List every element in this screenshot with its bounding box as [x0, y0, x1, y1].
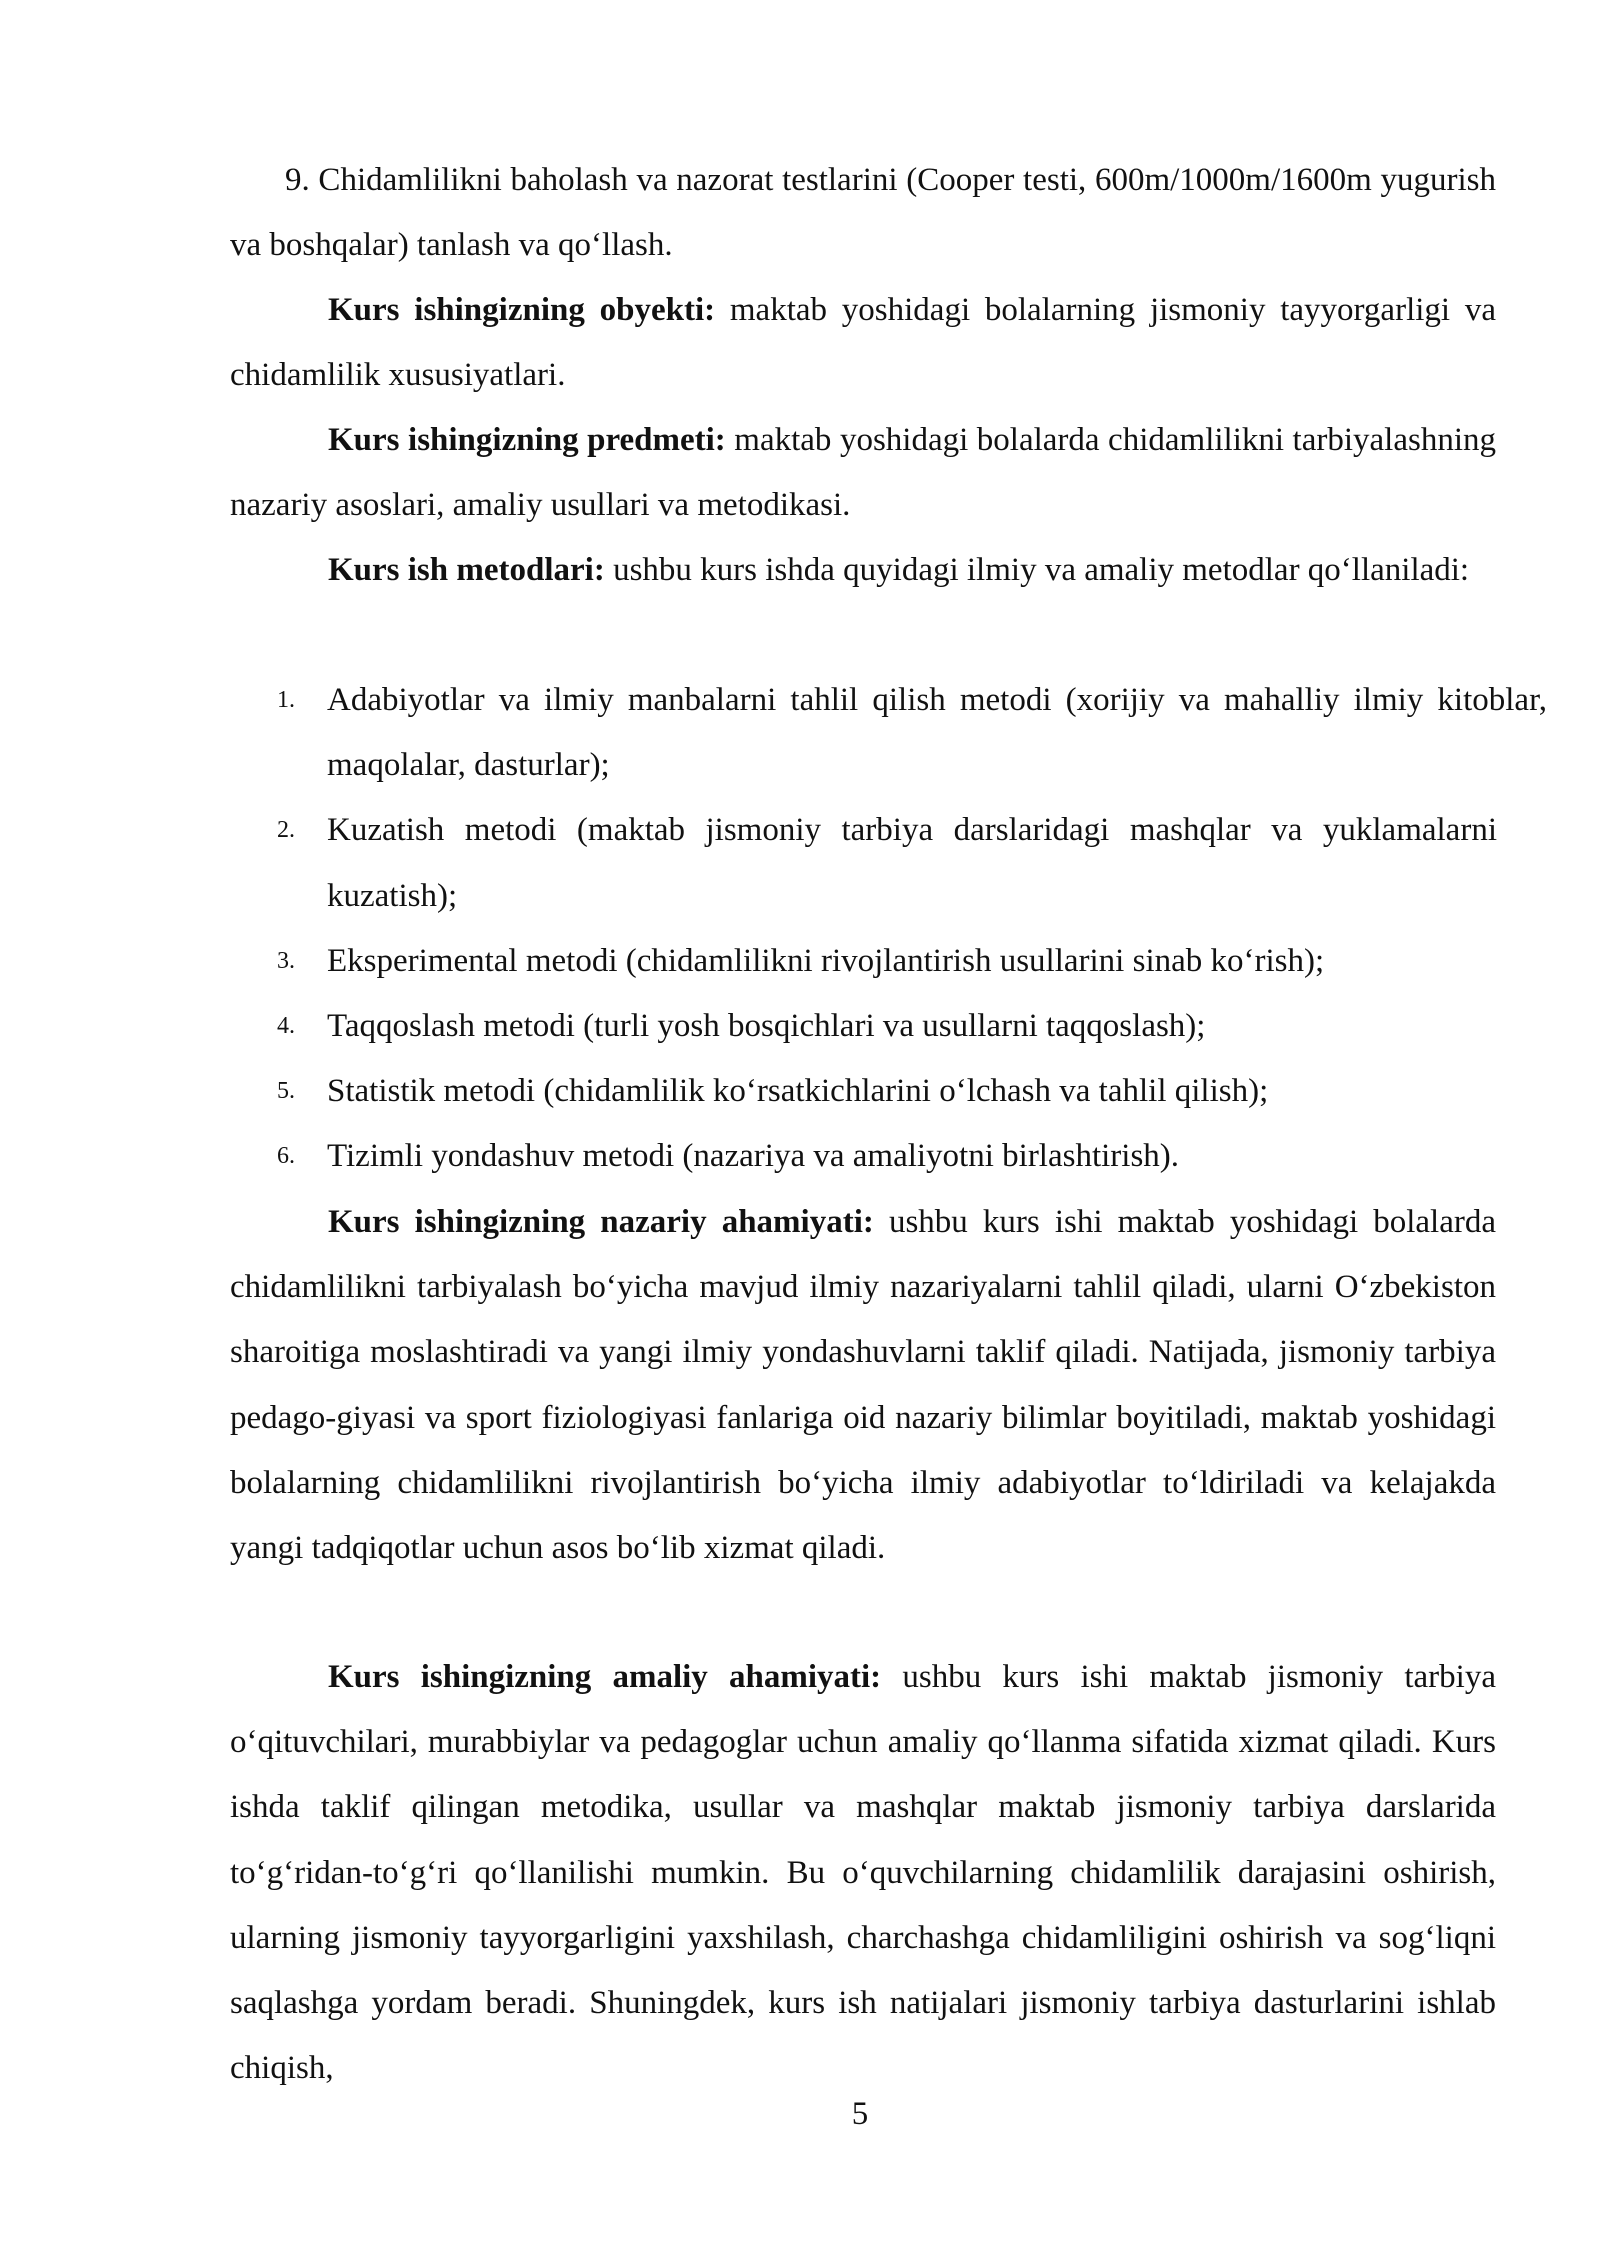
list-number: 2. — [277, 817, 295, 844]
theoretical-text: ushbu kurs ishi maktab yoshidagi bolalarda chidamlilikni tarbiyalash bo‘yicha mavjud ilmiy nazariyalarni tahlil qiladi, ularni O‘zbekiston sharoitiga moslashtiradi va yangi ilmiy yondashuvlarni taklif qiladi. Natijada, jismoniy tarbiya pedago-giyasi va sport fiziologiyasi fanlariga oid nazariy bilimlar boyitiladi, maktab yoshidagi bolalarning chidamlilikni rivojlantirish bo‘yicha ilmiy adabiyotlar to‘ldiriladi va kelajakda yangi tadqiqotlar uchun asos bo‘lib xizmat qiladi. — [230, 1204, 1497, 1567]
practical-label: Kurs ishingizning amaliy ahamiyati: — [328, 1659, 882, 1695]
list-number: 3. — [277, 947, 295, 974]
methods-paragraph — [230, 538, 1496, 603]
list-item — [230, 929, 1497, 994]
item-9-text: 9. Chidamlilikni baholash va nazorat testlarini (Cooper testi, 600m/1000m/1600m yugurish va boshqalar) tanlash va qo‘llash. — [230, 162, 1496, 264]
list-number: 6. — [277, 1143, 295, 1170]
subject-text: maktab yoshidagi bolalarda chidamlilikni tarbiyalashning nazariy asoslari, amaliy usullari va metodikasi. — [230, 422, 1496, 524]
subject-label: Kurs ishingizning predmeti: — [328, 422, 726, 458]
list-text: Statistik metodi (chidamlilik ko‘rsatkichlarini o‘lchash va tahlil qilish); — [327, 1073, 1269, 1110]
theoretical-label: Kurs ishingizning nazariy ahamiyati: — [328, 1204, 874, 1240]
list-item — [230, 798, 1497, 928]
item-9-paragraph — [230, 148, 1496, 278]
methods-list — [230, 668, 1547, 1190]
list-text: Eksperimental metodi (chidamlilikni rivojlantirish usullarini sinab ko‘rish); — [327, 942, 1325, 979]
page-number: 5 — [851, 2096, 869, 2132]
theoretical-significance-paragraph — [230, 1190, 1496, 1581]
list-item — [230, 1124, 1497, 1189]
object-text: maktab yoshidagi bolalarning jismoniy tayyorgarligi va chidamlilik xususiyatlari. — [230, 292, 1496, 394]
list-number: 5. — [277, 1078, 295, 1105]
object-label: Kurs ishingizning obyekti: — [328, 292, 716, 328]
list-number: 1. — [277, 687, 295, 713]
list-text: Taqqoslash metodi (turli yosh bosqichlari va usullarni taqqoslash); — [327, 1008, 1206, 1045]
subject-paragraph — [230, 408, 1496, 538]
methods-label: Kurs ish metodlari: — [328, 552, 605, 588]
practical-text: ushbu kurs ishi maktab jismoniy tarbiya o‘qituvchilari, murabbiylar va pedagoglar uchun amaliy qo‘llanma sifatida xizmat qiladi. Kurs ishda taklif qilingan metodika, usullar va mashqlar maktab jismoniy tarbiya darslarida to‘g‘ridan-to‘g‘ri qo‘llanilishi mumkin. Bu o‘quvchilarning chidamlilik darajasini oshirish, ularning jismoniy tayyorgarligini yaxshilash, charchashga chidamliligini oshirish va sog‘liqni saqlashga yordam beradi. Shuningdek, kurs ish natijalari jismoniy tarbiya dasturlarini ishlab chiqish, — [230, 1659, 1496, 2087]
methods-text: ushbu kurs ishda quyidagi ilmiy va amaliy metodlar qo‘llaniladi: — [604, 552, 1470, 588]
list-text: Tizimli yondashuv metodi (nazariya va amaliyotni birlashtirish). — [327, 1138, 1180, 1175]
practical-significance-paragraph — [230, 1645, 1496, 2101]
object-paragraph — [230, 278, 1496, 408]
list-item — [230, 994, 1497, 1059]
list-text: Kuzatish metodi (maktab jismoniy tarbiya darslaridagi mashqlar va yuklamalarni kuzatish); — [327, 812, 1497, 914]
list-item — [230, 1059, 1497, 1124]
list-number: 4. — [277, 1013, 295, 1040]
list-item — [230, 668, 1547, 798]
list-text: Adabiyotlar va ilmiy manbalarni tahlil qilish metodi (xorijiy va mahalliy ilmiy kitoblar, maqolalar, dasturlar); — [327, 682, 1547, 784]
